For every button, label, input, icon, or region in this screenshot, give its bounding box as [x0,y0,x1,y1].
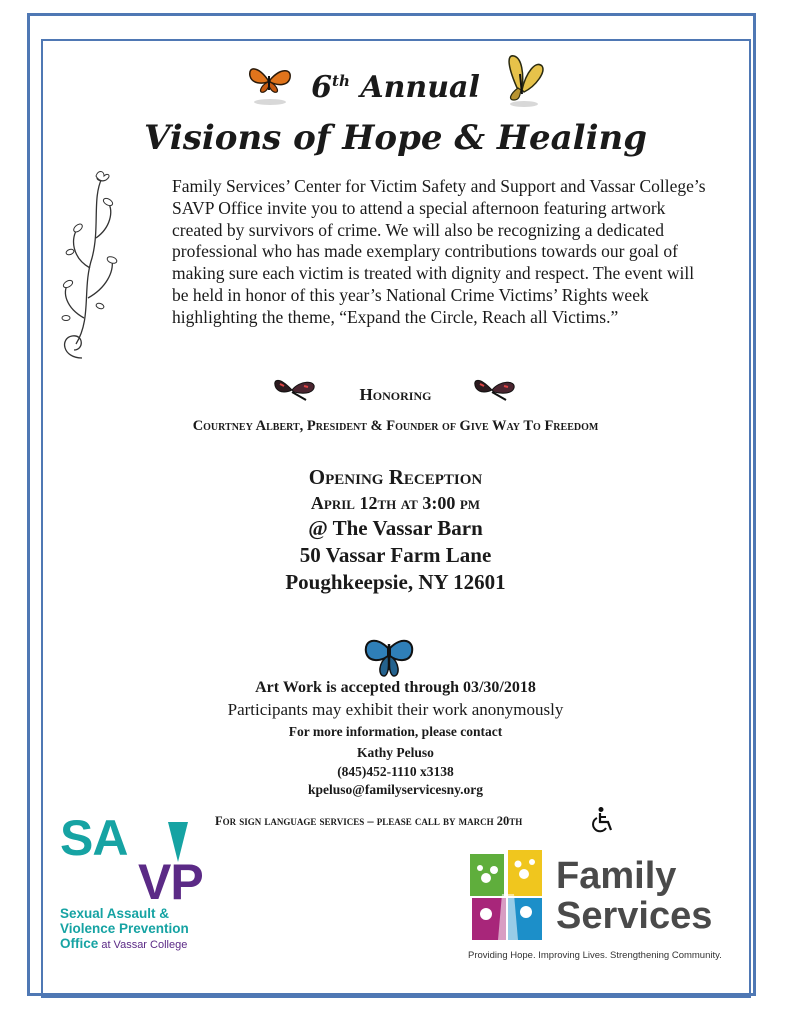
reception-date: April 12th at 3:00 pm [310,493,481,513]
contact-name: Kathy Peluso [357,745,434,760]
family-services-wordmark [556,856,712,936]
honoree-name: Courtney Albert, President & Founder of Give Way To Freedom [192,418,599,434]
savp-line1: Sexual Assault & [60,906,170,921]
family-word: Family [556,855,677,897]
reception-venue: @ The Vassar Barn [308,516,483,540]
savp-line2: Violence Prevention [60,921,189,936]
honoring-heading: Honoring [359,385,432,404]
page-title: Visions of Hope & Healing [144,118,647,158]
artwork-deadline: Art Work is accepted through 03/30/2018 [255,679,536,696]
vine-illustration [52,168,132,378]
family-services-emblem [468,848,546,944]
intro-paragraph: Family Services’ Center for Victim Safety and Support and Vassar College’s SAVP Office invite you to attend a special afternoon featuring artwork created by survivors of crime. We will also be recognizing a dedicated professional who has made exemplary contributions towards our goal of making sure each victim is treated with dignity and respect. The event will be held in honor of this year’s National Crime Victims’ Rights week highlighting the theme, “Expand the Circle, Reach all Victims.” [172,176,706,327]
wheelchair-icon [590,806,616,834]
reception-city: Poughkeepsie, NY 12601 [285,570,506,594]
reception-street: 50 Vassar Farm Lane [299,543,492,567]
event-edition: 6th Annual [311,70,480,105]
savp-letters-bottom: VP [138,854,203,910]
butterfly-icon [362,634,416,680]
contact-email[interactable]: kpeluso@familyservicesny.org [308,782,483,797]
savp-letters-top: SA [60,810,128,866]
contact-phone: (845)452-1110 x3138 [337,764,454,779]
savp-line3: Office at Vassar College [60,936,188,951]
sign-language-note: For sign language services – please call by march 20th [215,814,523,828]
family-services-tagline: Providing Hope. Improving Lives. Strengthening Community. [468,950,722,961]
savp-logo [60,810,203,953]
more-info-label: For more information, please contact [288,724,503,739]
reception-heading: Opening Reception [308,465,483,489]
anonymous-note: Participants may exhibit their work anonymously [227,700,564,719]
services-word: Services [556,895,713,937]
savp-chevron [168,822,188,862]
